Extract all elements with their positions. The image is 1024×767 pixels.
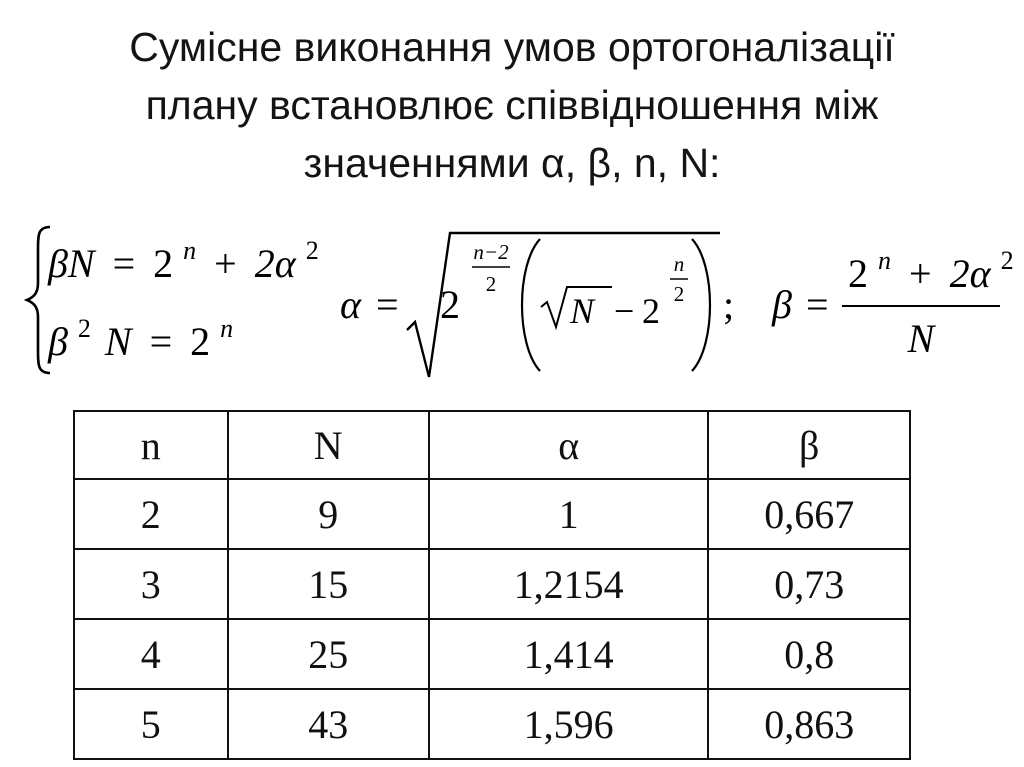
table-header-row [74, 411, 910, 479]
alpha-exp-numerator: n−2 [473, 240, 509, 264]
beta-equals: = [806, 282, 829, 327]
table-cell: 4 [74, 619, 228, 689]
table-cell: 1,414 [429, 619, 708, 689]
header-cell-N: N [228, 411, 429, 479]
beta-numerator: 2 $^n$ + 2α $^2$ [848, 246, 1014, 296]
table-cell: 0,667 [708, 479, 910, 549]
alpha-exp2-numerator: n [673, 252, 685, 276]
table-cell: 1,596 [429, 689, 708, 759]
table-row [74, 619, 910, 689]
table-cell: 3 [74, 549, 228, 619]
alpha-minus: − [614, 291, 635, 331]
beta-denominator: N [907, 316, 935, 361]
system-eq-2: β $^2$ N = 2 $^n$ [48, 314, 234, 364]
alpha-equals: = [376, 282, 399, 327]
table-row [74, 549, 910, 619]
table-cell: 43 [228, 689, 429, 759]
table-cell: 5 [74, 689, 228, 759]
table-cell: 2 [74, 479, 228, 549]
equation-system [27, 223, 319, 373]
formulas-svg [0, 205, 1024, 400]
title-line-3: значеннями α, β, n, N: [303, 140, 721, 186]
table-cell: 0,8 [708, 619, 910, 689]
header-cell-n: n [74, 411, 228, 479]
alpha-semicolon: ; [723, 282, 735, 327]
header-cell-alpha: α [429, 411, 708, 479]
left-paren-icon [522, 239, 540, 371]
alpha-exp-denominator: 2 [485, 272, 497, 296]
left-brace-icon [27, 227, 50, 373]
table-cell: 25 [228, 619, 429, 689]
alpha-sqrt-N: N [570, 291, 595, 331]
table-cell: 9 [228, 479, 429, 549]
values-table [73, 410, 911, 760]
title-line-1: Сумісне виконання умов ортогоналізації [129, 24, 895, 70]
alpha-base2-2: 2 [642, 291, 660, 331]
header-cell-beta: β [708, 411, 910, 479]
alpha-exp2-denominator: 2 [673, 282, 685, 306]
table-cell: 15 [228, 549, 429, 619]
table-cell: 0,863 [708, 689, 910, 759]
beta-lhs: β [772, 282, 792, 327]
alpha-formula [340, 233, 734, 377]
formulas-block [0, 205, 1024, 400]
alpha-base-2: 2 [440, 282, 460, 327]
beta-formula [771, 233, 1014, 361]
table-cell: 1,2154 [429, 549, 708, 619]
table-cell: 1 [429, 479, 708, 549]
table-cell: 0,73 [708, 549, 910, 619]
alpha-lhs: α [340, 282, 361, 327]
title-line-2: плану встановлює співвідношення між [145, 82, 879, 128]
table-row [74, 479, 910, 549]
table-row [74, 689, 910, 759]
slide-title [40, 18, 984, 192]
right-paren-icon [692, 239, 710, 371]
system-eq-1: βN = 2 $^n$ + 2α $^2$ [48, 236, 319, 286]
